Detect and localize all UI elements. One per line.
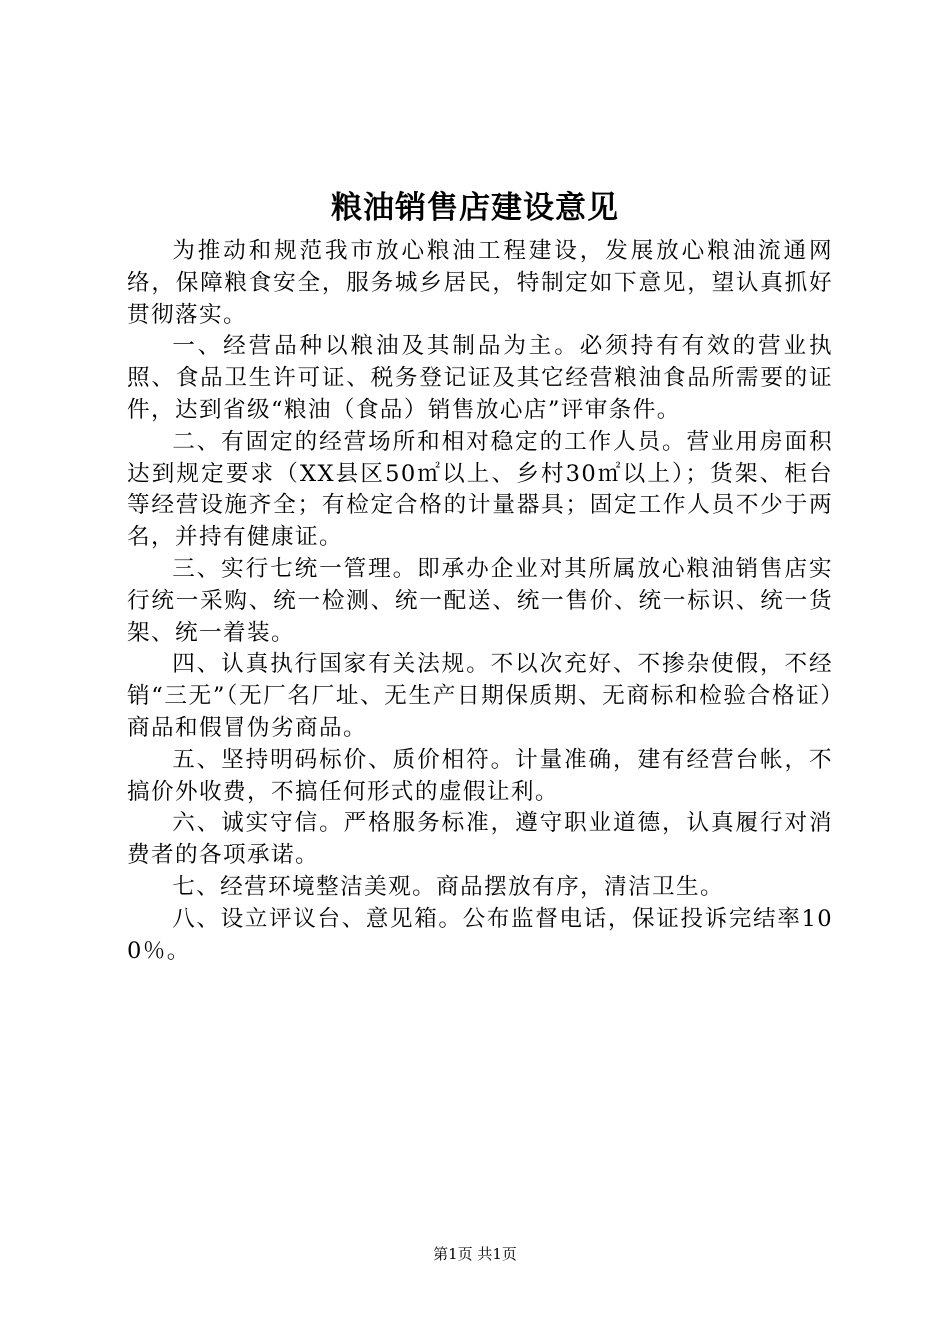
document-body [127,236,833,967]
paragraph-item-5: 五、坚持明码标价、质价相符。计量准确，建有经营台帐，不搞价外收费，不搞任何形式的虚假让利。 [127,746,833,805]
document-title: 粮油销售店建设意见 [331,190,619,226]
paragraph-item-3: 三、实行七统一管理。即承办企业对其所属放心粮油销售店实行统一采购、统一检测、统一配送、统一售价、统一标识、统一货架、统一着装。 [127,555,833,646]
paragraph-item-1: 一、经营品种以粮油及其制品为主。必须持有有效的营业执照、食品卫生许可证、税务登记证及其它经营粮油食品所需要的证件，达到省级“粮油（食品）销售放心店”评审条件。 [127,333,833,423]
paragraph-item-8: 八、设立评议台、意见箱。公布监督电话，保证投诉完结率100％。 [127,905,833,964]
page-footer: 第1页 共1页 [433,1245,517,1263]
paragraph-item-4: 四、认真执行国家有关法规。不以次充好、不掺杂使假，不经销“三无”（无厂名厂址、无生产日期保质期、无商标和检验合格证）商品和假冒伪劣商品。 [127,651,833,741]
paragraph-item-6: 六、诚实守信。严格服务标准，遵守职业道德，认真履行对消费者的各项承诺。 [127,810,833,869]
paragraph-item-2: 二、有固定的经营场所和相对稳定的工作人员。营业用房面积达到规定要求（XX县区50㎡以上、乡村30㎡以上）；货架、柜台等经营设施齐全；有检定合格的计量器具；固定工作人员不少于两名，并持有健康证。 [127,428,833,551]
paragraph-intro: 为推动和规范我市放心粮油工程建设，发展放心粮油流通网络，保障粮食安全，服务城乡居民，特制定如下意见，望认真抓好贯彻落实。 [127,238,833,328]
paragraph-item-7: 七、经营环境整洁美观。商品摆放有序，清洁卫生。 [172,873,725,900]
